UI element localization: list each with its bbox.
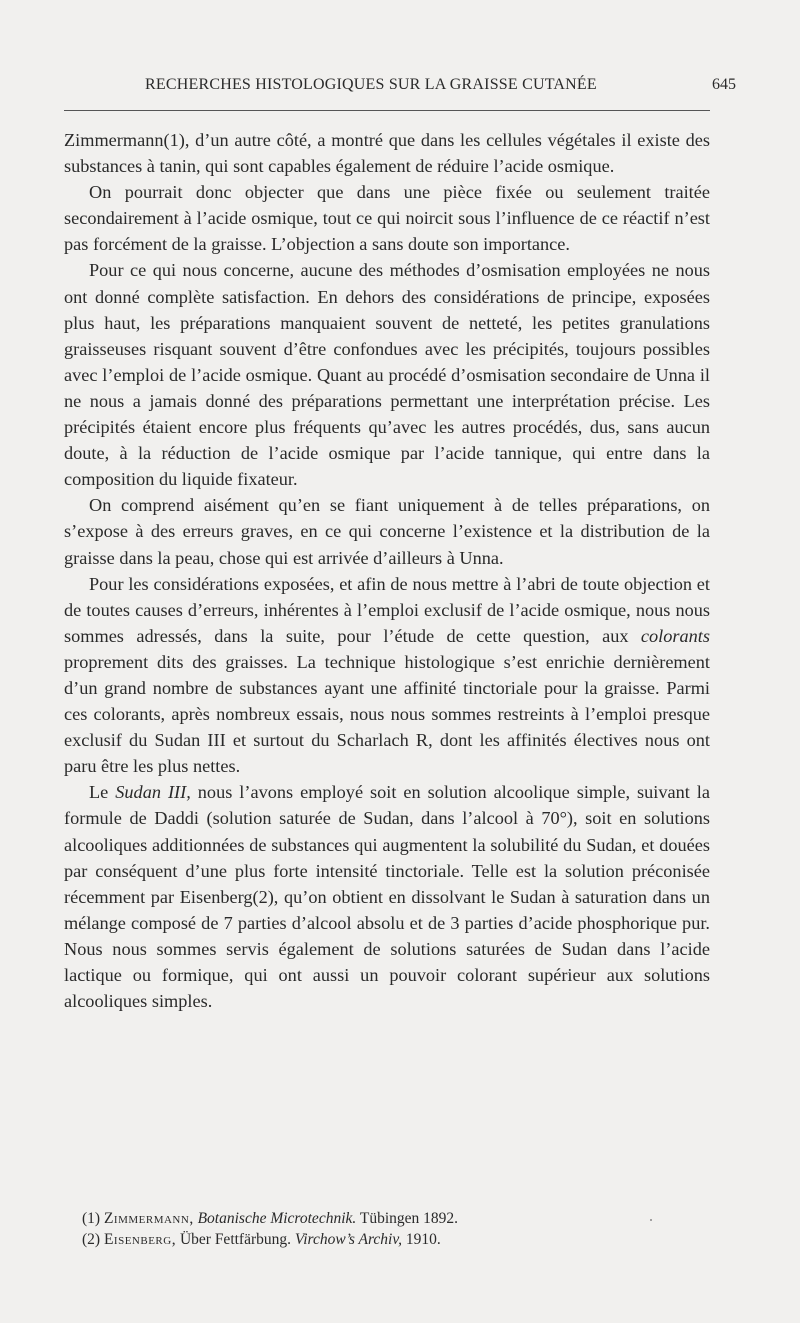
paragraph-5-text-a: Pour les considérations exposées, et afin de nous mettre à l’abri de toute objection et de toutes causes d’erreurs, inhérentes à l’emploi exclusif de l’acide osmique, nous nous sommes adressés, dans la suite, pour l’étude de cette question, aux [64,573,710,646]
footnote-2-pre: Über Fettfärbung. [176,1231,295,1248]
footnote-2-rest: 1910. [401,1231,441,1248]
page-number: 645 [712,76,736,93]
paragraph-3: Pour ce qui nous concerne, aucune des méthodes d’osmisation employées ne nous ont donné complète satisfaction. En dehors des considérations de principe, exposées plus haut, les préparations manquaient souvent de netteté, les petites granulations graisseuses risquant souvent d’être confondues avec les précipités, toujours possibles avec l’emploi de l’acide osmique. Quant au procédé d’osmisation secondaire de Unna il ne nous a jamais donné des préparations permettant une interprétation précise. Les précipités étaient encore plus fréquents qu’avec les autres procédés, dus, sans aucun doute, à la réduction de l’acide osmique par l’acide tannique, qui entre dans la composition du liquide fixateur. [64,260,710,490]
paragraph-4: On comprend aisément qu’en se fiant uniquement à de telles préparations, on s’expose à des erreurs graves, en ce qui concerne l’existence et la distribution de la graisse dans la peau, chose qui est arrivée d’ailleurs à Unna. [64,495,710,568]
footnote-1-work: Botanische Microtechnik. [197,1210,357,1227]
paragraph-6-text-a: Le [89,782,116,803]
paragraph-6 [64,779,710,1014]
footnotes [82,1208,682,1250]
paragraph-6-italic: Sudan III, [115,782,191,803]
paper-speck [650,1219,652,1221]
footnote-2-work: Virchow’s Archiv, [294,1231,402,1248]
paragraph-5-italic: colorants [640,625,710,646]
footnote-1 [82,1208,682,1229]
footnote-1-rest: Tübingen 1892. [356,1210,459,1227]
running-title: RECHERCHES HISTOLOGIQUES SUR LA GRAISSE CUTANÉE [145,76,597,93]
paragraph-6-text-b: nous l’avons employé soit en solution alcoolique simple, suivant la formule de Daddi (solution saturée de Sudan, dans l’alcool à 70°), soit en solutions alcooliques additionnées de substances qui augmentent la solubilité du Sudan, et douées par conséquent d’une plus forte intensité tinctoriale. Telle est la solution préconisée récemment par Eisenberg(2), qu’on obtient en dissolvant le Sudan à saturation dans un mélange composé de 7 parties d’alcool absolu et de 3 parties d’acide phosphorique pur. Nous nous sommes servis également de solutions saturées de Sudan dans l’acide lactique ou formique, qui ont aussi un pouvoir colorant supérieur aux solutions alcooliques simples. [64,782,710,1012]
paragraph-5 [64,571,710,780]
paragraph-1: Zimmermann(1), d’un autre côté, a montré que dans les cellules végétales il existe des substances à tanin, qui sont capables également de réduire l’acide osmique. [64,130,710,177]
footnote-2 [82,1229,682,1250]
paragraph-2: On pourrait donc objecter que dans une pièce fixée ou seulement traitée secondairement à l’acide osmique, tout ce qui noircit sous l’influence de ce réactif n’est pas forcément de la graisse. L’objection a sans doute son importance. [64,182,710,255]
footnote-1-author: Zimmermann, [103,1210,194,1227]
body-text [64,127,710,1014]
footnote-2-marker: (2) [82,1231,101,1248]
header-rule [64,110,710,111]
paragraph-5-text-b: proprement dits des graisses. La technique histologique s’est enrichie dernièrement d’un grand nombre de substances ayant une affinité tinctoriale pour la graisse. Parmi ces colorants, après nombreux essais, nous nous sommes restreints à l’emploi presque exclusif du Sudan III et surtout du Scharlach R, dont les affinités électives nous ont paru être les plus nettes. [64,651,710,777]
footnote-1-marker: (1) [82,1210,101,1227]
footnote-2-author: Eisenberg, [103,1231,177,1248]
